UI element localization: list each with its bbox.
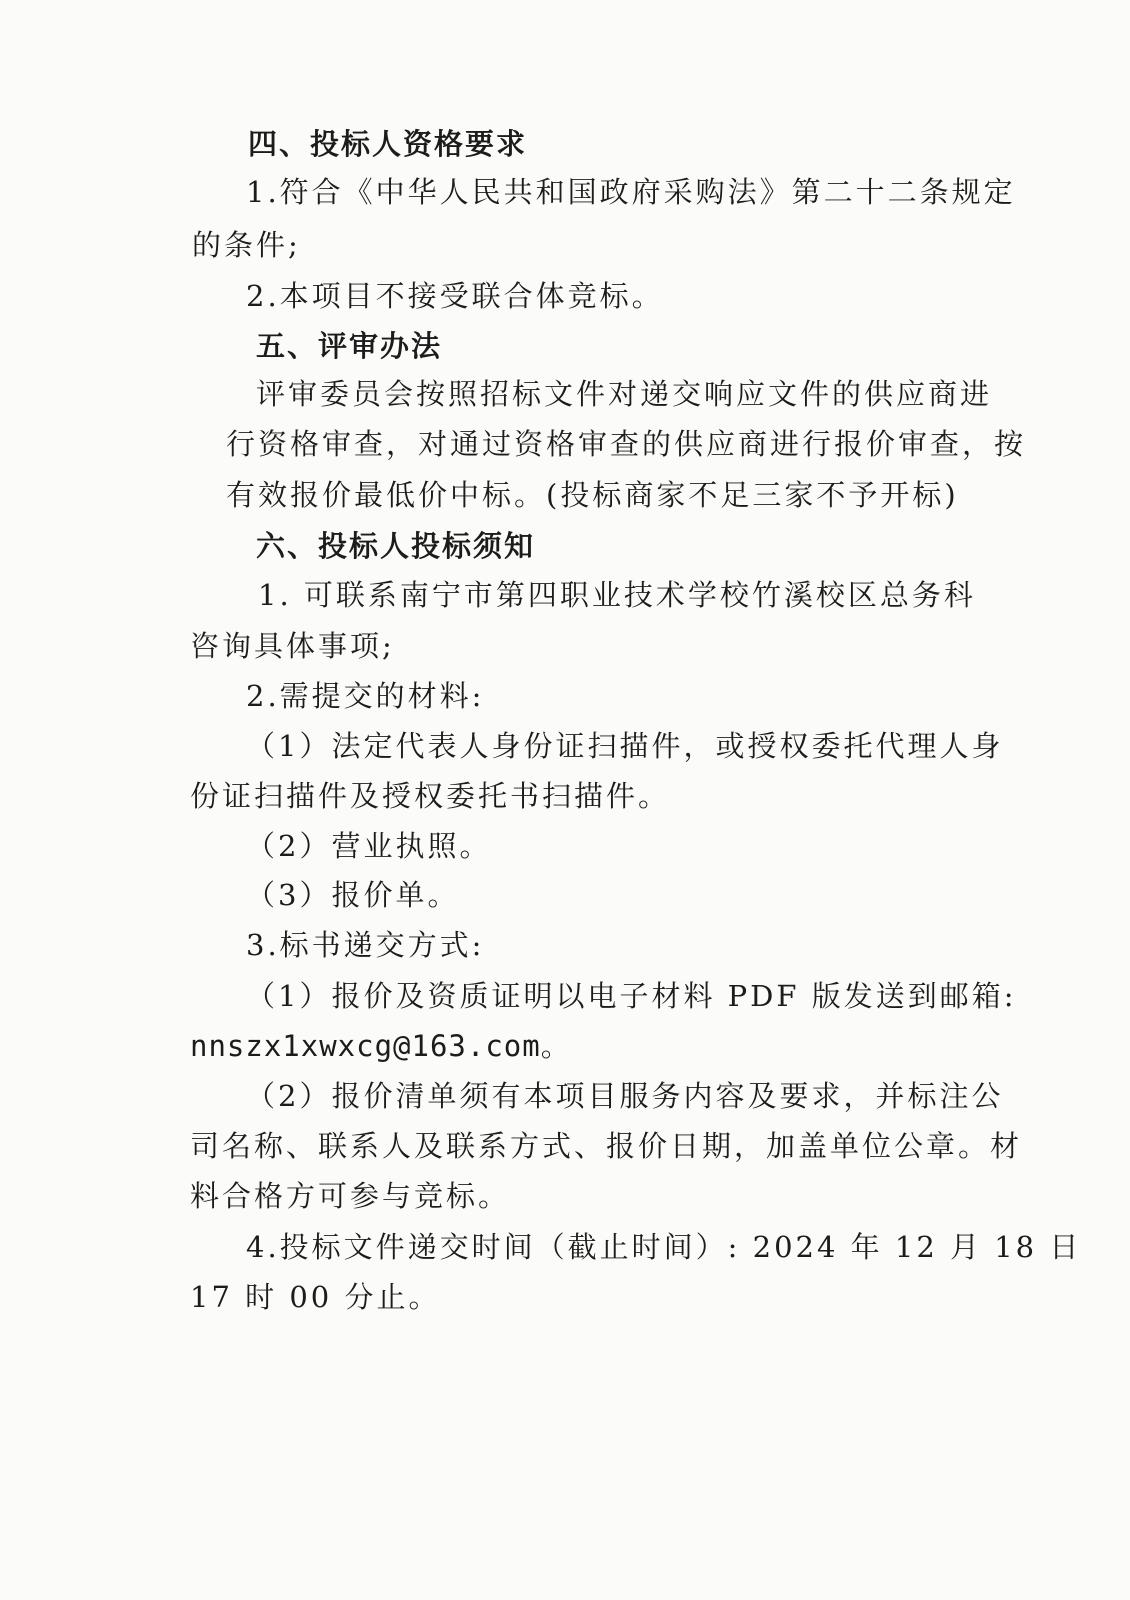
section-6-item-3-sub-1-line-1: （1）报价及资质证明以电子材料 PDF 版发送到邮箱: bbox=[246, 979, 1017, 1013]
section-6-item-3-sub-2-line-1: （2）报价清单须有本项目服务内容及要求，并标注公 bbox=[246, 1079, 1004, 1113]
section-6-item-2-sub-1-line-1: （1）法定代表人身份证扫描件，或授权委托代理人身 bbox=[246, 729, 1004, 763]
section-6-item-3: 3.标书递交方式: bbox=[246, 928, 485, 962]
section-5-line-2: 行资格审查，对通过资格审查的供应商进行报价审查，按 bbox=[226, 427, 1027, 461]
section-4-item-1-line-1: 1.符合《中华人民共和国政府采购法》第二十二条规定 bbox=[246, 175, 1016, 209]
section-5-heading: 五、评审办法 bbox=[256, 329, 443, 363]
section-6-item-2-sub-3: （3）报价单。 bbox=[246, 878, 460, 912]
section-5-line-1: 评审委员会按照招标文件对递交响应文件的供应商进 bbox=[256, 377, 993, 411]
section-6-item-3-sub-2-line-2: 司名称、联系人及联系方式、报价日期，加盖单位公章。材 bbox=[190, 1129, 1023, 1163]
section-6-item-2-sub-1-line-2: 份证扫描件及授权委托书扫描件。 bbox=[190, 779, 671, 813]
section-6-item-2: 2.需提交的材料: bbox=[246, 679, 485, 713]
section-6-heading: 六、投标人投标须知 bbox=[256, 529, 536, 563]
section-6-item-4-line-2: 17 时 00 分止。 bbox=[190, 1280, 441, 1314]
section-6-item-4-line-1: 4.投标文件递交时间（截止时间）: 2024 年 12 月 18 日 bbox=[246, 1230, 1082, 1264]
section-6-item-1-line-2: 咨询具体事项; bbox=[190, 629, 395, 663]
section-6-item-1-line-1: 1. 可联系南宁市第四职业技术学校竹溪校区总务科 bbox=[258, 578, 976, 612]
section-4-heading: 四、投标人资格要求 bbox=[248, 127, 528, 161]
section-6-item-3-sub-2-line-3: 料合格方可参与竞标。 bbox=[190, 1179, 511, 1213]
section-4-item-1-line-2: 的条件; bbox=[192, 228, 301, 262]
submission-email: nnszx1xwxcg@163.com。 bbox=[190, 1029, 571, 1063]
section-4-item-2: 2.本项目不接受联合体竞标。 bbox=[246, 279, 664, 313]
section-6-item-2-sub-2: （2）营业执照。 bbox=[246, 829, 492, 863]
section-5-line-3: 有效报价最低价中标。(投标商家不足三家不予开标) bbox=[226, 478, 959, 512]
